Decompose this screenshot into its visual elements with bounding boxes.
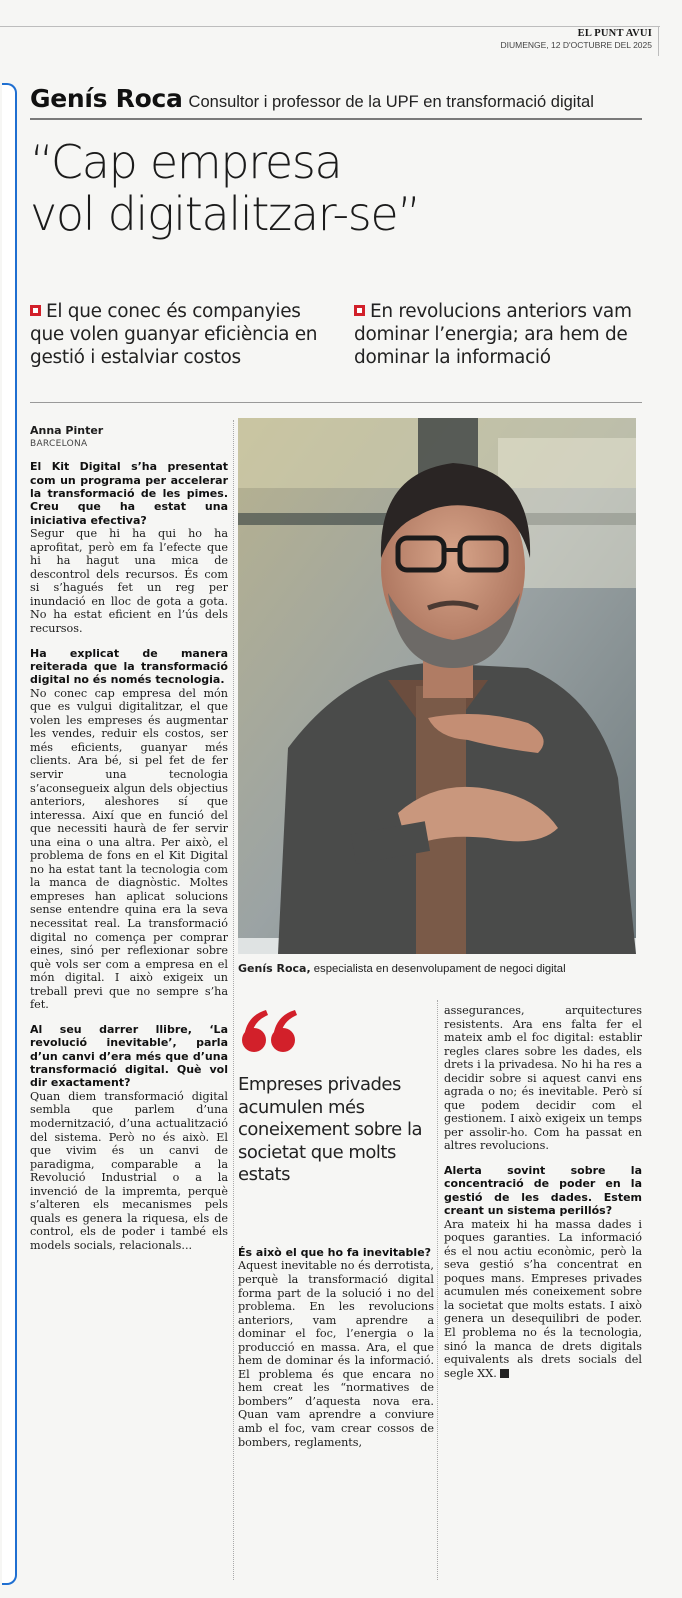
masthead xyxy=(500,28,652,50)
question: Ha explicat de manera reiterada que la transformació digital no és només tecnologia. xyxy=(30,646,228,687)
headline-line-1: “Cap empresa xyxy=(30,135,342,189)
headline xyxy=(30,136,650,240)
photo-caption xyxy=(238,962,642,975)
caption-name: Genís Roca, xyxy=(238,962,311,975)
subhead-left xyxy=(30,300,330,369)
answer-continued: assegurances, arquitectures resistents. Ara ens falta fer el mateix amb el foc digital: establir regles clares sobre les dades, els drets i la privadesa. No hi ha res a decidir sobre si aquest canvi ens agrada o no; és inevitable. Però sí que podem decidir com el gestionem. I això exigeix un temps per assolir-ho. Com ha passat en altres revolucions. xyxy=(444,1004,642,1153)
article-column-1 xyxy=(30,424,228,1252)
column-divider xyxy=(437,1000,438,1580)
interviewee-name: Genís Roca xyxy=(30,84,183,113)
red-square-bullet-icon xyxy=(354,305,365,316)
top-rule-corner xyxy=(658,26,659,56)
subhead-right-text: En revolucions anteriors vam dominar l’energia; ara hem de dominar la informació xyxy=(354,301,632,368)
article-column-3 xyxy=(444,1004,642,1380)
subhead-right xyxy=(354,300,646,369)
end-of-article-icon xyxy=(500,1369,509,1378)
question: Alerta sovint sobre la concentració de poder en la gestió de les dades. Estem creant un sistema perillós? xyxy=(444,1164,642,1218)
quote-mark-icon xyxy=(240,1006,300,1056)
question: És això el que ho fa inevitable? xyxy=(238,1246,432,1259)
question: Al seu darrer llibre, ‘La revolució inevitable’, parla d’un canvi d’era més que d’una transformació digital. Què vol dir exactament? xyxy=(30,1022,228,1090)
answer-text: Ara mateix hi ha massa dades i poques garanties. La informació és el nou actiu econòmic, però la seva gestió s’ha concentrat en poques mans. Empreses privades acumulen més coneixement sobre la societat que molts estats. I això genera un desequilibri de poder. El problema no és la tecnologia, sinó la manca de drets digitals equivalents als drets socials del segle XX. xyxy=(444,1217,642,1380)
red-square-bullet-icon xyxy=(30,305,41,316)
author-name: Anna Pinter xyxy=(30,424,104,437)
header-rule xyxy=(30,118,642,120)
column-divider xyxy=(233,420,234,1580)
answer: Segur que hi ha qui ho ha aprofitat, però em fa l’efecte que hi ha hagut una mica de descontrol dels recursos. És com si s’hagués fet un reg per inundació en lloc de gota a gota. No ha estat eficient en l’ús dels recursos. xyxy=(30,527,228,635)
subhead-rule xyxy=(30,402,642,403)
question: El Kit Digital s’ha presentat com un programa per accelerar la transformació de les pimes. Creu que ha estat una iniciativa efectiva? xyxy=(30,460,228,527)
caption-text: especialista en desenvolupament de negoci digital xyxy=(310,963,566,975)
answer xyxy=(444,1218,642,1381)
page-top-bar xyxy=(0,0,682,68)
publication-name: EL PUNT AVUI xyxy=(577,28,652,39)
article-column-2 xyxy=(238,1246,434,1449)
answer: Aquest inevitable no és derrotista, perquè la transformació digital forma part de la solució i no del problema. En les revolucions anteriors, vam aprendre a dominar el foc, l’energia o la producció en massa. Ara, el que hem de dominar és la informació. El problema és que encara no hem creat les “normatives de bombers” d’aquesta nova era. Quan vam aprendre a conviure amb el foc, vam crear cossos de bombers, reglaments, xyxy=(238,1259,434,1449)
top-rule xyxy=(0,26,660,27)
portrait-illustration xyxy=(238,418,636,954)
publication-date: DIUMENGE, 12 D'OCTUBRE DEL 2025 xyxy=(500,40,652,50)
headline-line-2: vol digitalitzar-se” xyxy=(30,187,420,241)
answer: Quan diem transformació digital sembla que parlem d’una modernització, d’una actualització del sistema. Però no és això. El que vivim és un canvi de paradigma, comparable a la Revolució Industrial o a la invenció de la impremta, perquè s’alteren els mecanismes pels quals es genera la riquesa, els de control, els de poder i també els models socials, relacionals... xyxy=(30,1089,228,1252)
answer: No conec cap empresa del món que es vulgui digitalitzar, el que volen les empreses és augmentar les vendes, reduir els costos, ser més eficients, guanyar més clients. Ara bé, si pel fet de fer servir una tecnologia s’aconsegueix algun dels objectius anteriors, aleshores sí que interessa. Així que en funció del que necessiti haurà de fer servir una eina o una altra. Per això, el problema de fons en el Kit Digital no ha estat tant la tecnologia com la manca de diagnòstic. Moltes empreses han aplicat solucions sense entendre quina era la seva necessitat real. La transformació digital no comença per comprar eines, sinó per reflexionar sobre què vols ser com a empresa en el món digital. I això exigeix un treball previ que no sempre s’ha fet. xyxy=(30,686,228,1012)
author-location: BARCELONA xyxy=(30,438,88,449)
viewer-frame-edge xyxy=(2,83,17,1585)
interviewee-role: Consultor i professor de la UPF en transformació digital xyxy=(188,93,594,111)
interviewee-photo xyxy=(238,418,636,954)
subhead-left-text: El que conec és companyies que volen guanyar eficiència en gestió i estalviar costos xyxy=(30,301,318,368)
pull-quote: Empreses privades acumulen més coneixement sobre la societat que molts estats xyxy=(238,1074,423,1185)
interviewee-header xyxy=(30,84,642,118)
